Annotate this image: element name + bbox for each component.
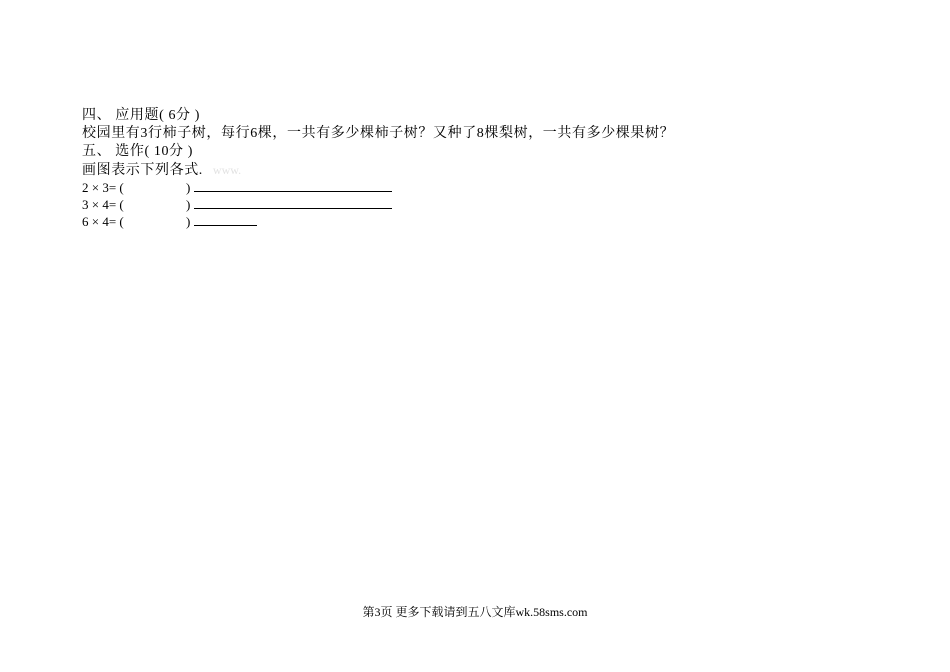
section-5-heading: 五、 选作( 10分 ) [82, 144, 194, 159]
equation-close-paren: ) [186, 214, 191, 229]
equation-expression: 3 × 4= ( [82, 197, 124, 212]
instruction-text: 画图表示下列各式. [82, 163, 203, 178]
answer-blank-line [194, 180, 392, 192]
answer-blank-line [194, 197, 392, 209]
equation-close-paren: ) [186, 197, 191, 212]
equation-row [82, 197, 392, 212]
drawing-instruction [82, 162, 241, 179]
application-question: 校园里有3行柿子树，每行6棵，一共有多少棵柿子树？又种了8棵梨树，一共有多少棵果树？ [82, 126, 675, 141]
equation-expression: 6 × 4= ( [82, 214, 124, 229]
equation-row [82, 180, 392, 195]
equation-close-paren: ) [186, 180, 191, 195]
section-4-heading: 四、 应用题( 6分 ) [82, 108, 201, 123]
watermark: www. [212, 163, 242, 177]
answer-blank-line [194, 214, 257, 226]
equation-row [82, 214, 257, 229]
page-footer: 第3页 更多下载请到五八文库wk.58sms.com [362, 605, 588, 619]
equation-expression: 2 × 3= ( [82, 180, 124, 195]
